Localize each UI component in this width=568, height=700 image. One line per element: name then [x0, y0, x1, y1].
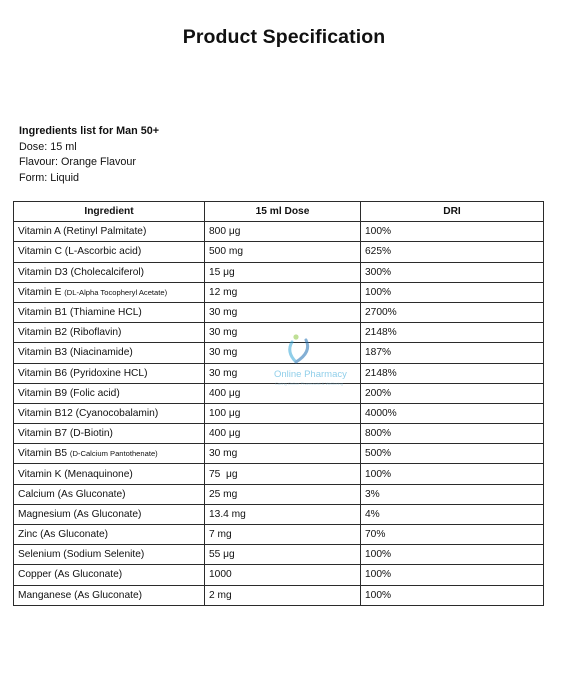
ingredient-cell	[14, 585, 205, 605]
dri-cell: 100%	[361, 585, 544, 605]
ingredient-name: Magnesium (As Gluconate)	[18, 508, 142, 520]
dose-cell: 100 μg	[205, 403, 361, 423]
ingredient-cell	[14, 525, 205, 545]
table-row	[14, 585, 544, 605]
header-ingredient: Ingredient	[14, 202, 205, 222]
dri-cell: 2148%	[361, 363, 544, 383]
ingredient-name: Vitamin B9 (Folic acid)	[18, 387, 120, 399]
ingredient-cell	[14, 222, 205, 242]
dose-cell: 500 mg	[205, 242, 361, 262]
ingredient-detail: (DL-Alpha Tocopheryl Acetate)	[64, 287, 168, 297]
header-dose: 15 ml Dose	[205, 202, 361, 222]
dose-cell: 400 μg	[205, 424, 361, 444]
dose-cell: 30 mg	[205, 323, 361, 343]
table-row	[14, 222, 544, 242]
dri-cell: 500%	[361, 444, 544, 464]
table-row	[14, 262, 544, 282]
dri-cell: 4%	[361, 504, 544, 524]
table-row	[14, 383, 544, 403]
watermark-text: Online Pharmacy	[274, 369, 347, 380]
ingredient-cell	[14, 504, 205, 524]
dri-cell: 100%	[361, 545, 544, 565]
ingredient-cell	[14, 302, 205, 322]
dri-cell: 200%	[361, 383, 544, 403]
ingredient-name: Vitamin E	[18, 286, 62, 298]
dose-cell: 7 mg	[205, 525, 361, 545]
form-line: Form: Liquid	[19, 171, 80, 184]
table-row	[14, 343, 544, 363]
ingredient-name: Vitamin K (Menaquinone)	[18, 468, 133, 480]
ingredient-cell	[14, 484, 205, 504]
dose-cell: 2 mg	[205, 585, 361, 605]
dri-cell: 2700%	[361, 302, 544, 322]
dri-cell: 187%	[361, 343, 544, 363]
flavour-line: Flavour: Orange Flavour	[19, 156, 137, 169]
table-row	[14, 242, 544, 262]
dose-cell: 55 μg	[205, 545, 361, 565]
watermark-tagline: Caring Online Pharmacist & Wellbeing	[275, 381, 343, 386]
ingredient-cell	[14, 424, 205, 444]
dose-cell: 30 mg	[205, 444, 361, 464]
dri-cell: 800%	[361, 424, 544, 444]
ingredient-cell	[14, 565, 205, 585]
ingredient-cell	[14, 262, 205, 282]
table-row	[14, 525, 544, 545]
table-row	[14, 282, 544, 302]
dose-line: Dose: 15 ml	[19, 140, 77, 153]
table-row	[14, 302, 544, 322]
ingredient-name: Vitamin B2 (Riboflavin)	[18, 327, 122, 339]
dose-cell: 800 μg	[205, 222, 361, 242]
table-row	[14, 444, 544, 464]
ingredient-name: Vitamin A (Retinyl Palmitate)	[18, 226, 147, 238]
table-row	[14, 484, 544, 504]
ingredient-cell	[14, 464, 205, 484]
ingredient-name: Vitamin B12 (Cyanocobalamin)	[18, 407, 159, 419]
table-row	[14, 464, 544, 484]
dri-cell: 70%	[361, 525, 544, 545]
ingredient-cell	[14, 545, 205, 565]
dose-cell: 30 mg	[205, 363, 361, 383]
ingredient-name: Selenium (Sodium Selenite)	[18, 549, 145, 561]
ingredient-detail: (D-Calcium Pantothenate)	[69, 449, 158, 459]
dri-cell: 3%	[361, 484, 544, 504]
ingredient-cell	[14, 363, 205, 383]
table-row	[14, 565, 544, 585]
table-row	[14, 545, 544, 565]
table-row	[14, 504, 544, 524]
dri-cell: 100%	[361, 282, 544, 302]
table-header-row	[14, 202, 544, 222]
dri-cell: 2148%	[361, 323, 544, 343]
dose-cell: 12 mg	[205, 282, 361, 302]
ingredient-cell	[14, 282, 205, 302]
ingredient-name: Vitamin B6 (Pyridoxine HCL)	[18, 367, 148, 379]
dri-cell: 100%	[361, 222, 544, 242]
dose-cell: 13.4 mg	[205, 504, 361, 524]
dri-cell: 300%	[361, 262, 544, 282]
ingredients-heading: Ingredients list for Man 50+	[19, 125, 160, 137]
ingredient-name: Calcium (As Gluconate)	[18, 488, 126, 500]
dose-cell: 400 μg	[205, 383, 361, 403]
ingredient-cell	[14, 403, 205, 423]
dose-cell: 30 mg	[205, 343, 361, 363]
dose-cell: 15 μg	[205, 262, 361, 282]
ingredient-name: Vitamin B3 (Niacinamide)	[18, 347, 133, 359]
dri-cell: 100%	[361, 565, 544, 585]
ingredient-name: Vitamin B1 (Thiamine HCL)	[18, 307, 142, 319]
dose-cell: 1000	[205, 565, 361, 585]
ingredient-name: Vitamin B7 (D-Biotin)	[18, 428, 113, 440]
ingredient-name: Manganese (As Gluconate)	[18, 589, 143, 601]
ingredient-name: Copper (As Gluconate)	[18, 569, 123, 581]
ingredient-name: Vitamin D3 (Cholecalciferol)	[18, 266, 145, 278]
table-row	[14, 403, 544, 423]
ingredient-cell	[14, 323, 205, 343]
dri-cell: 100%	[361, 464, 544, 484]
table-row	[14, 424, 544, 444]
ingredients-table	[13, 201, 544, 606]
ingredient-cell	[14, 444, 205, 464]
dri-cell: 4000%	[361, 403, 544, 423]
dri-cell: 625%	[361, 242, 544, 262]
ingredient-cell	[14, 343, 205, 363]
page-title: Product Specification	[182, 26, 386, 48]
dose-cell: 75 μg	[205, 464, 361, 484]
product-info	[19, 124, 159, 186]
table-row	[14, 363, 544, 383]
table-row	[14, 323, 544, 343]
ingredient-cell	[14, 383, 205, 403]
ingredient-cell	[14, 242, 205, 262]
header-dri: DRI	[361, 202, 544, 222]
ingredient-name: Vitamin C (L-Ascorbic acid)	[18, 246, 142, 258]
dose-cell: 30 mg	[205, 302, 361, 322]
ingredient-name: Zinc (As Gluconate)	[18, 529, 109, 541]
ingredient-name: Vitamin B5	[18, 448, 68, 460]
dose-cell: 25 mg	[205, 484, 361, 504]
